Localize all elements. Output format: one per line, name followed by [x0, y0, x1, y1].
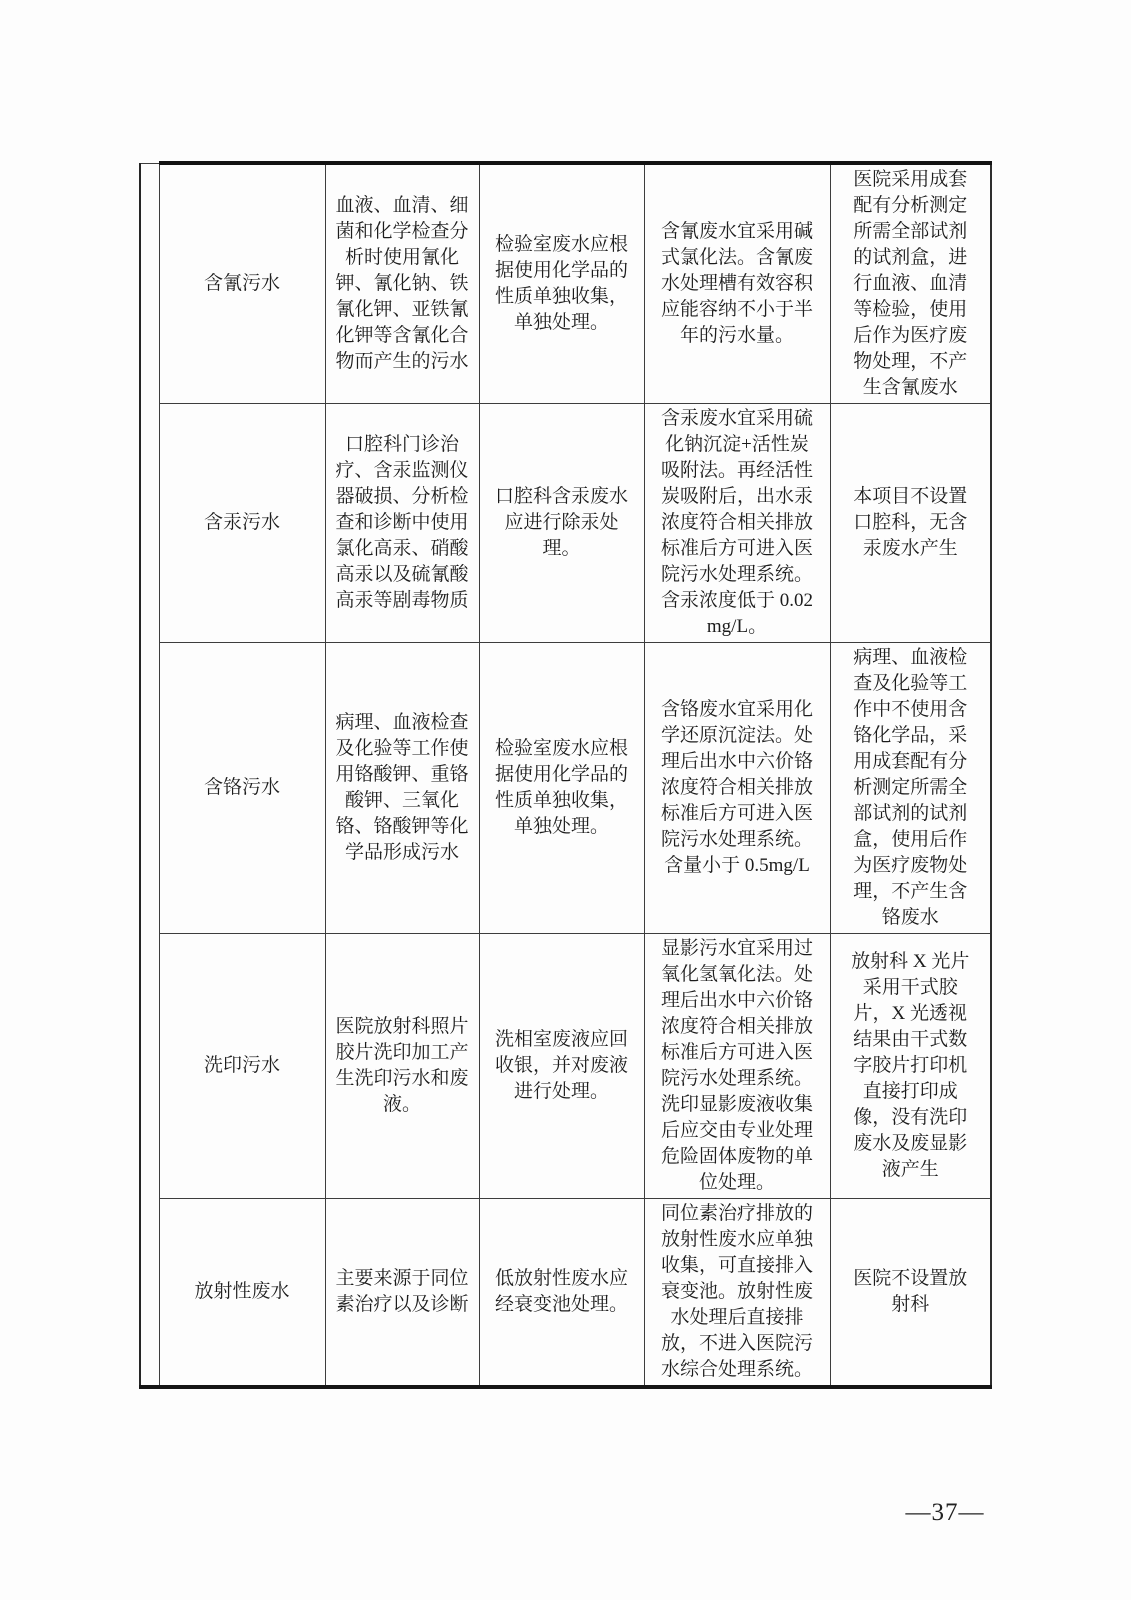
cell-treatment-process: 同位素治疗排放的放射性废水应单独收集，可直接排入衰变池。放射性废水处理后直接排放，不进入医院污水综合处理系统。	[644, 1199, 830, 1388]
cell-treatment-process: 含氰废水宜采用碱式氯化法。含氰废水处理槽有效容积应能容纳不小于半年的污水量。	[644, 163, 830, 404]
table-row	[140, 934, 991, 1199]
cell-project-situation: 医院不设置放射科	[830, 1199, 991, 1388]
cell-project-situation: 放射科 X 光片采用干式胶片，X 光透视结果由干式数字胶片打印机直接打印成像，没有洗印废水及废显影液产生	[830, 934, 991, 1199]
cell-project-situation: 病理、血液检查及化验等工作中不使用含铬化学品，采用成套配有分析测定所需全部试剂的试剂盒，使用后作为医疗废物处理，不产生含铬废水	[830, 643, 991, 934]
cell-treatment-process: 含汞废水宜采用硫化钠沉淀+活性炭吸附法。再经活性炭吸附后，出水汞浓度符合相关排放标准后方可进入医院污水处理系统。含汞浓度低于 0.02mg/L。	[644, 404, 830, 643]
cell-treatment-requirement: 洗相室废液应回收银，并对废液进行处理。	[479, 934, 644, 1199]
table-row	[140, 404, 991, 643]
cell-project-situation: 医院采用成套配有分析测定所需全部试剂的试剂盒，进行血液、血清等检验，使用后作为医疗废物处理，不产生含氰废水	[830, 163, 991, 404]
cell-wastewater-type: 洗印污水	[159, 934, 325, 1199]
cell-treatment-requirement: 检验室废水应根据使用化学品的性质单独收集，单独处理。	[479, 163, 644, 404]
cell-wastewater-type: 含汞污水	[159, 404, 325, 643]
cell-treatment-requirement: 检验室废水应根据使用化学品的性质单独收集，单独处理。	[479, 643, 644, 934]
wastewater-treatment-table	[139, 161, 992, 1389]
cell-source: 主要来源于同位素治疗以及诊断	[325, 1199, 479, 1388]
cell-source: 医院放射科照片胶片洗印加工产生洗印污水和废液。	[325, 934, 479, 1199]
page-number: —37—	[905, 1499, 985, 1526]
cell-wastewater-type: 含铬污水	[159, 643, 325, 934]
cell-treatment-process: 显影污水宜采用过氧化氢氧化法。处理后出水中六价铬浓度符合相关排放标准后方可进入医院污水处理系统。洗印显影废液收集后应交由专业处理危险固体废物的单位处理。	[644, 934, 830, 1199]
cell-wastewater-type: 放射性废水	[159, 1199, 325, 1388]
table-row	[140, 163, 991, 404]
cell-source: 血液、血清、细菌和化学检查分析时使用氰化钾、氰化钠、铁氰化钾、亚铁氰化钾等含氰化合物而产生的污水	[325, 163, 479, 404]
continued-gutter-cell	[140, 163, 159, 1387]
cell-source: 病理、血液检查及化验等工作使用铬酸钾、重铬酸钾、三氧化铬、铬酸钾等化学品形成污水	[325, 643, 479, 934]
table-row	[140, 1199, 991, 1388]
cell-treatment-requirement: 口腔科含汞废水应进行除汞处理。	[479, 404, 644, 643]
cell-source: 口腔科门诊治疗、含汞监测仪器破损、分析检查和诊断中使用氯化高汞、硝酸高汞以及硫氰酸高汞等剧毒物质	[325, 404, 479, 643]
cell-treatment-process: 含铬废水宜采用化学还原沉淀法。处理后出水中六价铬浓度符合相关排放标准后方可进入医院污水处理系统。含量小于 0.5mg/L	[644, 643, 830, 934]
cell-wastewater-type: 含氰污水	[159, 163, 325, 404]
wastewater-table	[139, 161, 992, 1389]
cell-project-situation: 本项目不设置口腔科，无含汞废水产生	[830, 404, 991, 643]
table-row	[140, 643, 991, 934]
cell-treatment-requirement: 低放射性废水应经衰变池处理。	[479, 1199, 644, 1388]
